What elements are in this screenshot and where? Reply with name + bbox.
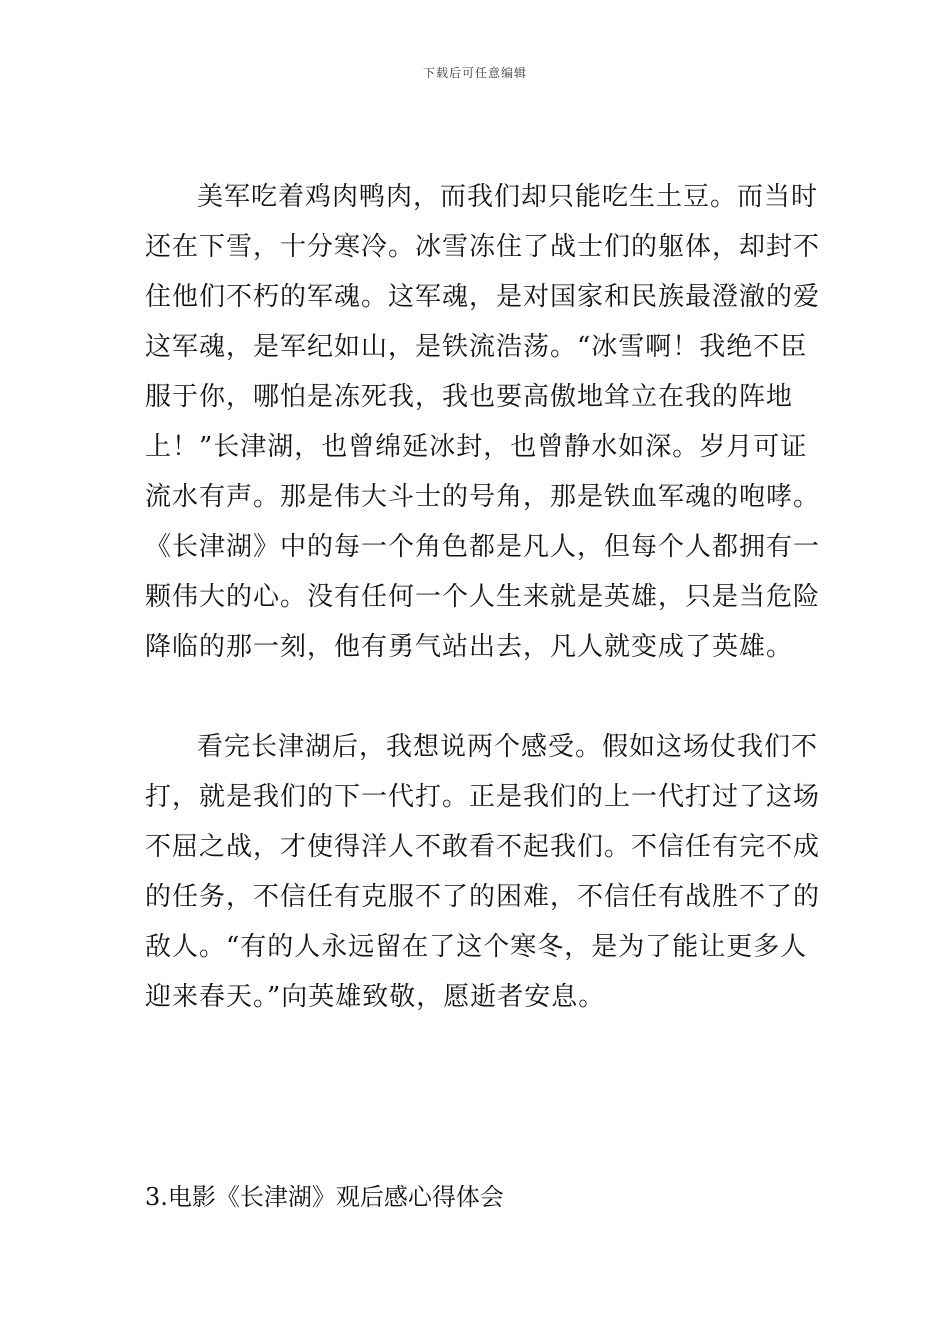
paragraph-line: 美军吃着鸡肉鸭肉，而我们却只能吃生土豆。而当时 [197, 182, 819, 212]
paragraph-line: 还在下雪，十分寒冷。冰雪冻住了战士们的躯体，却封不 [145, 232, 821, 262]
paragraph-line: 降临的那一刻，他有勇气站出去，凡人就变成了英雄。 [145, 632, 794, 662]
paragraph-line: 打，就是我们的下一代打。正是我们的上一代打过了这场 [145, 782, 821, 812]
paragraph-line: 服于你，哪怕是冻死我，我也要高傲地耸立在我的阵地 [145, 382, 794, 412]
paragraph-line: 流水有声。那是伟大斗士的号角，那是铁血军魂的咆哮。 [145, 482, 821, 512]
section-heading: 3.电影《长津湖》观后感心得体会 [145, 1183, 504, 1211]
paragraph-line: 迎来春天。”向英雄致敬，愿逝者安息。 [145, 982, 606, 1012]
paragraph-line: 上！”长津湖，也曾绵延冰封，也曾静水如深。岁月可证 [145, 432, 808, 462]
paragraph-2 [145, 722, 821, 1022]
paragraph-line: 的任务，不信任有克服不了的困难，不信任有战胜不了的 [145, 882, 821, 912]
paragraph-line: 敌人。“有的人永远留在了这个寒冬，是为了能让更多人 [145, 932, 808, 962]
paragraph-line: 这军魂，是军纪如山，是铁流浩荡。“冰雪啊！我绝不臣 [145, 332, 808, 362]
paragraph-line: 不屈之战，才使得洋人不敢看不起我们。不信任有完不成 [145, 832, 821, 862]
paragraph-line: 《长津湖》中的每一个角色都是凡人，但每个人都拥有一 [145, 532, 821, 562]
paragraph-line: 住他们不朽的军魂。这军魂，是对国家和民族最澄澈的爱 [145, 282, 821, 312]
paragraph-line: 看完长津湖后，我想说两个感受。假如这场仗我们不 [197, 732, 819, 762]
header-note: 下载后可任意编辑 [422, 66, 527, 80]
paragraph-1 [145, 172, 821, 672]
paragraph-line: 颗伟大的心。没有任何一个人生来就是英雄，只是当危险 [145, 582, 821, 612]
